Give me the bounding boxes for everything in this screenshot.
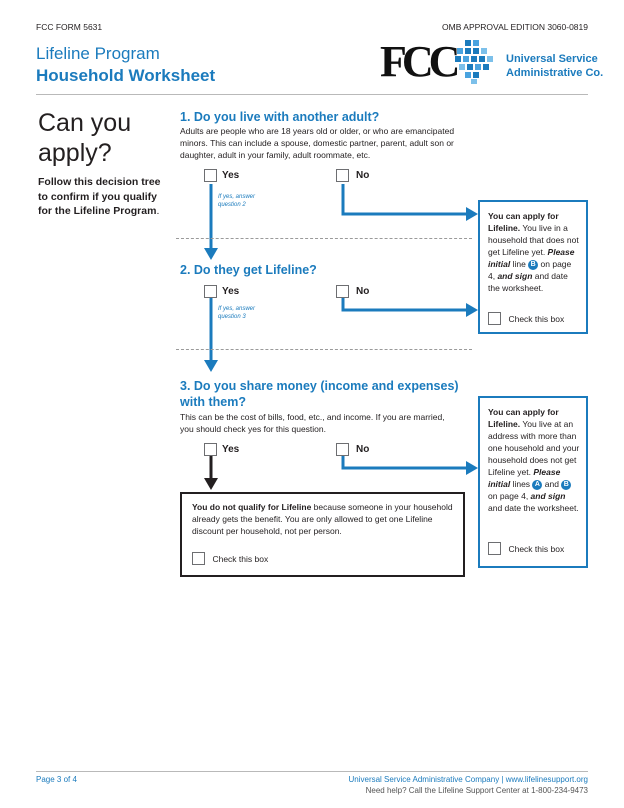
result-box-apply-2	[478, 396, 588, 568]
q2-no-label: No	[356, 286, 370, 297]
footer-divider	[36, 771, 588, 772]
fcc-logo: FCC	[380, 37, 456, 86]
q2-yes-label: Yes	[222, 286, 240, 297]
sidebar-heading: Can you apply?	[38, 109, 132, 167]
q1-note: If yes, answer question 2	[218, 194, 256, 208]
page-number: Page 3 of 4	[36, 775, 77, 784]
program-title: Lifeline Program	[36, 44, 160, 63]
footer-help: Need help? Call the Lifeline Support Center at 1-800-234-9473	[365, 786, 588, 795]
usac-name-line2: Administrative Co.	[506, 67, 604, 79]
sidebar-intro: Follow this decision tree to confirm if you qualify for the Lifeline Program.	[38, 176, 161, 217]
q2-no-checkbox[interactable]	[336, 285, 349, 298]
form-number: FCC FORM 5631	[36, 22, 103, 32]
q3-yes-checkbox[interactable]	[204, 443, 217, 456]
result-box-apply-1	[478, 200, 588, 334]
q1-no-label: No	[356, 170, 370, 181]
box3-check-label: Check this box	[212, 553, 269, 564]
q1-no-checkbox[interactable]	[336, 169, 349, 182]
q2-yes-checkbox[interactable]	[204, 285, 217, 298]
box1-checkbox[interactable]	[488, 312, 501, 325]
worksheet-title: Household Worksheet	[36, 66, 216, 85]
question-3-description: This can be the cost of bills, food, etc., and income. If you are married, you should check yes for this question.	[180, 412, 445, 434]
box2-check-row	[488, 540, 564, 558]
box3-checkbox[interactable]	[192, 552, 205, 565]
usac-name-line1: Universal Service	[506, 53, 598, 65]
badge-b-icon: B	[528, 260, 538, 270]
q1-yes-label: Yes	[222, 170, 240, 181]
question-3-title: 3. Do you share money (income and expenses) with them?	[180, 379, 459, 409]
q3-yes-label: Yes	[222, 444, 240, 455]
box2-check-label: Check this box	[508, 543, 565, 554]
result-box-apply-1-text: You can apply for Lifeline. You live in a household that does not get Lifeline yet. Please initial line B on page 4, and sign and date the worksheet.	[488, 211, 579, 293]
badge-b-icon: B	[561, 480, 571, 490]
omb-approval: OMB APPROVAL EDITION 3060-0819	[442, 22, 588, 32]
result-box-apply-2-text: You can apply for Lifeline. You live at an address with more than one household and your household does not get Lifeline yet. Please initial lines A and B on page 4, and sign and date the worksheet.	[488, 407, 580, 513]
q3-no-label: No	[356, 444, 370, 455]
box1-check-row	[488, 310, 564, 328]
q1-yes-checkbox[interactable]	[204, 169, 217, 182]
question-2-title: 2. Do they get Lifeline?	[180, 263, 317, 277]
footer-org: Universal Service Administrative Company | www.lifelinesupport.org	[348, 775, 588, 784]
q2-note: If yes, answer question 3	[218, 306, 256, 320]
result-box-not-qualify	[180, 492, 465, 577]
q3-no-checkbox[interactable]	[336, 443, 349, 456]
question-1-title: 1. Do you live with another adult?	[180, 110, 380, 124]
divider-1	[176, 238, 472, 239]
box3-check-row	[192, 550, 268, 568]
question-1-description: Adults are people who are 18 years old or older, or who are emancipated minors. This can include a spouse, domestic partner, parent, adult son or daughter, adult in your family, adult roommate, etc.	[180, 126, 455, 160]
box1-check-label: Check this box	[508, 313, 565, 324]
result-box-not-qualify-text: You do not qualify for Lifeline because someone in your household already gets the benefit. You are only allowed to get one Lifeline discount per household, not per person.	[192, 502, 453, 536]
box2-checkbox[interactable]	[488, 542, 501, 555]
badge-a-icon: A	[532, 480, 542, 490]
divider-2	[176, 349, 472, 350]
